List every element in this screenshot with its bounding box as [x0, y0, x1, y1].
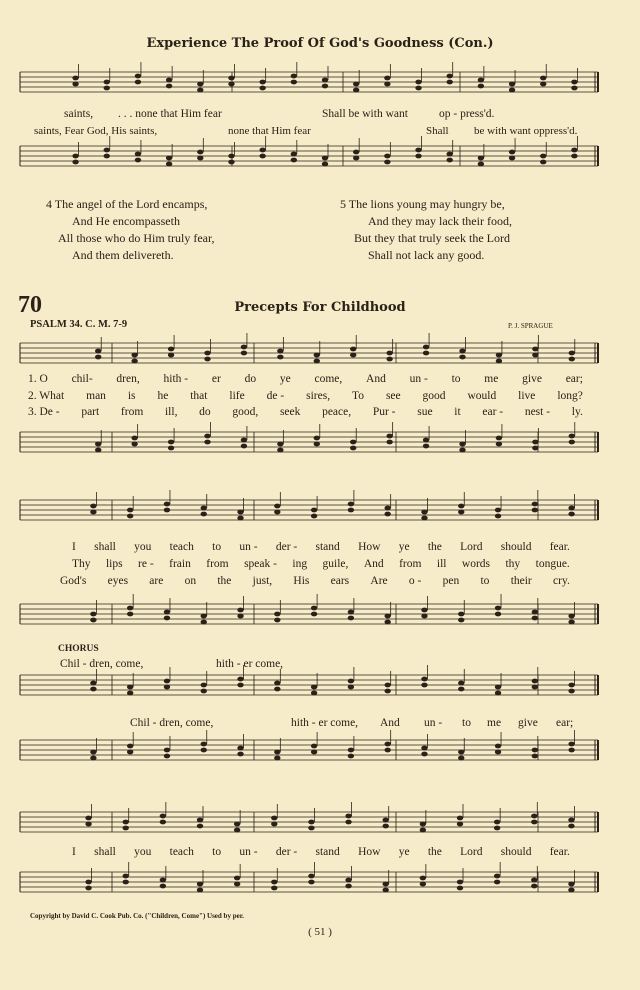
chorus-lower-1: Chil - dren, come,	[130, 717, 214, 729]
l2v1-syllable: ye	[398, 541, 410, 553]
l2v1-syllable: should	[500, 541, 532, 553]
l1v1-syllable: do	[244, 373, 257, 385]
chorus-lower-5: to	[462, 717, 471, 729]
top-treble-lyric-3: Shall be with want	[322, 108, 408, 120]
l1v1-syllable: er	[211, 373, 221, 385]
l1v3-syllable: nest -	[524, 406, 551, 418]
l2v2-syllable: speak -	[244, 558, 277, 570]
l2v3-syllable: cry.	[553, 575, 570, 587]
l2v2-syllable: re -	[138, 558, 154, 570]
line1-verse2	[28, 390, 583, 402]
page-number: ( 51 )	[308, 926, 332, 938]
chorus-upper-1: Chil - dren, come,	[60, 658, 144, 670]
l1v1-syllable: un -	[409, 373, 428, 385]
l1v2-syllable: that	[190, 390, 208, 402]
l2v1-syllable: you	[134, 541, 152, 553]
l2v1-syllable: un -	[239, 541, 258, 553]
line2-verse2	[72, 558, 570, 570]
chorus-lower-3: And	[380, 717, 400, 729]
l2v3-syllable: pen	[442, 575, 460, 587]
l2v2-syllable: guile,	[322, 558, 349, 570]
chorus-lower-4: un -	[424, 717, 443, 729]
l2v3-syllable: the	[217, 575, 232, 587]
l1v2-syllable: would	[467, 390, 497, 402]
line2-verse1	[72, 541, 570, 553]
l2v2-syllable: lips	[105, 558, 123, 570]
line4-lyrics	[72, 846, 570, 858]
l2v2-syllable: tongue.	[535, 558, 570, 570]
l1v2-syllable: live	[518, 390, 536, 402]
l4-syllable: ye	[398, 846, 410, 858]
l4-syllable: shall	[94, 846, 116, 858]
l2v3-syllable: just,	[252, 575, 273, 587]
verse-4-line-2: And He encompasseth	[72, 214, 180, 228]
chorus-lower-7: give	[518, 717, 538, 729]
l1v1-syllable: And	[366, 373, 386, 385]
chorus-upper-2: hith - er come,	[216, 658, 284, 670]
l2v3-syllable: on	[184, 575, 197, 587]
l2v1-syllable: shall	[94, 541, 116, 553]
l1v2-syllable: is	[127, 390, 136, 402]
l2v1-syllable: stand	[315, 541, 340, 553]
l2v1-syllable: Lord	[460, 541, 483, 553]
l1v3-syllable: Pur -	[372, 406, 396, 418]
l1v1-syllable: give	[522, 373, 542, 385]
l2v1-syllable: fear.	[549, 541, 570, 553]
l1v1-syllable: hith -	[163, 373, 189, 385]
top-bass-lyric-2: none that Him fear	[228, 125, 311, 137]
verse-5	[340, 196, 512, 264]
l2v2-syllable: frain	[169, 558, 191, 570]
l2v2-syllable: ill	[436, 558, 447, 570]
line1-verse3	[28, 406, 583, 418]
hymn-meter: PSALM 34. C. M. 7-9	[30, 319, 128, 330]
line1-verse1	[28, 373, 583, 385]
top-bass-lyric-3: Shall	[426, 125, 449, 137]
chorus-label: CHORUS	[58, 644, 99, 654]
l2v3-syllable: to	[480, 575, 490, 587]
section-title: Experience The Proof Of God's Goodness (Con.)	[146, 36, 494, 51]
l1v2-syllable: good	[422, 390, 446, 402]
hymn-composer: P. J. SPRAGUE	[508, 322, 553, 330]
l2v1-syllable: to	[212, 541, 222, 553]
l2v2-syllable: words	[461, 558, 491, 570]
l1v1-syllable: chil-	[71, 373, 93, 385]
l1v3-syllable: 3. De -	[28, 406, 60, 418]
l4-syllable: stand	[315, 846, 340, 858]
l1v3-syllable: from	[120, 406, 144, 418]
l1v3-syllable: ill,	[164, 406, 178, 418]
l2v3-syllable: Are	[370, 575, 388, 587]
l1v3-syllable: sue	[417, 406, 433, 418]
l1v3-syllable: ear -	[482, 406, 504, 418]
l1v3-syllable: seek	[279, 406, 301, 418]
l1v1-syllable: 1. O	[28, 373, 48, 385]
chorus-lower-2: hith - er come,	[291, 717, 359, 729]
l4-syllable: teach	[169, 846, 194, 858]
l1v3-syllable: part	[81, 406, 100, 418]
l1v2-syllable: life	[229, 390, 245, 402]
l1v2-syllable: long?	[557, 390, 583, 402]
top-treble-lyric-1: saints,	[64, 108, 94, 120]
verse-4-line-3: All those who do Him truly fear,	[58, 231, 215, 245]
l2v2-syllable: from	[206, 558, 229, 570]
chorus-lower-8: ear;	[556, 717, 574, 729]
l1v1-syllable: ear;	[565, 373, 583, 385]
l2v3-syllable: are	[149, 575, 164, 587]
l2v3-syllable: eyes	[107, 575, 129, 587]
top-treble-lyric-4: op - press'd.	[439, 108, 495, 120]
l4-syllable: I	[72, 846, 76, 858]
l1v2-syllable: To	[352, 390, 365, 402]
l2v1-syllable: How	[358, 541, 381, 553]
l2v2-syllable: ing	[292, 558, 308, 570]
l2v2-syllable: And	[363, 558, 384, 570]
hymn-title: Precepts For Childhood	[234, 300, 406, 315]
l1v1-syllable: me	[484, 373, 499, 385]
l4-syllable: fear.	[549, 846, 570, 858]
l4-syllable: you	[134, 846, 152, 858]
l1v2-syllable: 2. What	[28, 390, 65, 402]
verse-4-line-1: 4 The angel of the Lord encamps,	[46, 197, 208, 211]
l1v1-syllable: come,	[314, 373, 343, 385]
l1v1-syllable: dren,	[116, 373, 140, 385]
l2v3-syllable: o -	[408, 575, 422, 587]
l2v1-syllable: teach	[169, 541, 194, 553]
verse-4	[46, 196, 215, 264]
l4-syllable: How	[358, 846, 381, 858]
copyright-notice: Copyright by David C. Cook Pub. Co. ("Children, Come") Used by per.	[30, 912, 244, 920]
l1v3-syllable: ly.	[571, 406, 583, 418]
hymn-number: 70	[18, 292, 42, 318]
verse-5-line-3: But they that truly seek the Lord	[354, 231, 510, 245]
l2v1-syllable: der -	[275, 541, 298, 553]
chorus-lower-6: me	[487, 717, 502, 729]
verse-5-line-1: 5 The lions young may hungry be,	[340, 197, 505, 211]
l2v1-syllable: I	[72, 541, 76, 553]
l2v2-syllable: thy	[505, 558, 521, 570]
l1v2-syllable: de -	[266, 390, 285, 402]
l1v2-syllable: see	[385, 390, 401, 402]
l2v3-syllable: God's	[60, 575, 87, 587]
l4-syllable: un -	[239, 846, 258, 858]
l1v3-syllable: good,	[232, 406, 259, 418]
l1v2-syllable: sires,	[306, 390, 331, 402]
l4-syllable: der -	[275, 846, 298, 858]
l2v3-syllable: ears	[330, 575, 350, 587]
verse-5-line-4: Shall not lack any good.	[368, 248, 485, 262]
l4-syllable: the	[427, 846, 442, 858]
line2-verse3	[60, 575, 570, 587]
l1v3-syllable: peace,	[322, 406, 352, 418]
l4-syllable: to	[212, 846, 222, 858]
verse-5-line-2: And they may lack their food,	[368, 214, 512, 228]
l2v2-syllable: Thy	[72, 558, 91, 570]
top-treble-lyric-2: . . . none that Him fear	[118, 108, 222, 120]
l1v1-syllable: to	[451, 373, 461, 385]
l1v3-syllable: it	[454, 406, 461, 418]
l4-syllable: should	[500, 846, 532, 858]
top-bass-lyric-1: saints, Fear God, His saints,	[34, 125, 158, 137]
l1v3-syllable: do	[199, 406, 211, 418]
top-bass-lyric-4: be with want oppress'd.	[474, 125, 578, 137]
verse-4-line-4: And them delivereth.	[72, 248, 174, 262]
l2v3-syllable: their	[510, 575, 532, 587]
l2v1-syllable: the	[427, 541, 442, 553]
l2v3-syllable: His	[293, 575, 310, 587]
l4-syllable: Lord	[460, 846, 483, 858]
l1v2-syllable: man	[86, 390, 106, 402]
l2v2-syllable: from	[399, 558, 422, 570]
l1v1-syllable: ye	[279, 373, 291, 385]
l1v2-syllable: he	[157, 390, 169, 402]
